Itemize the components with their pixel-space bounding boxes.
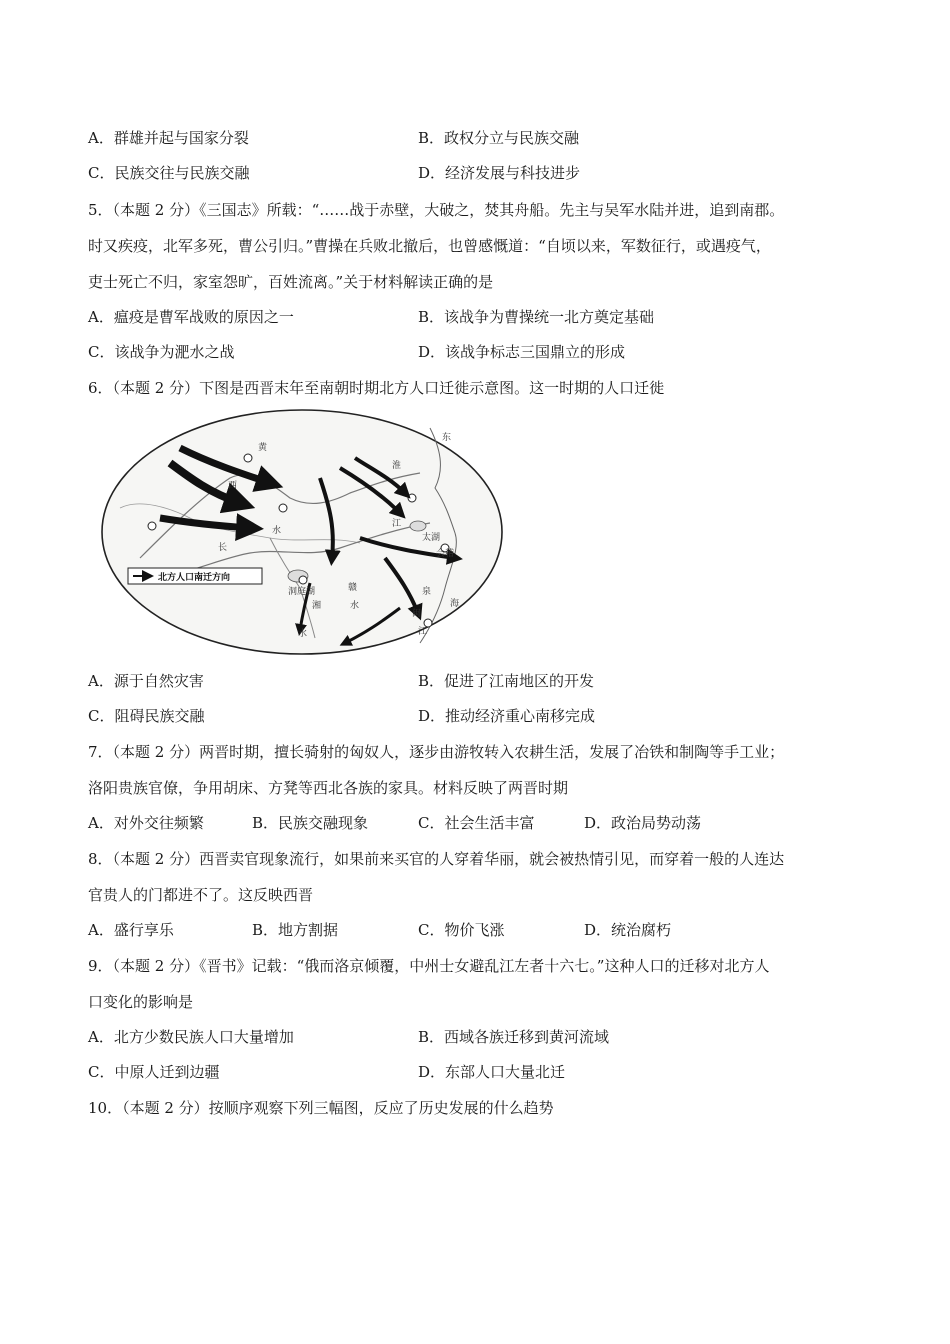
city-marker bbox=[408, 494, 416, 502]
q4-option-d: D．经济发展与科技进步 bbox=[418, 164, 581, 182]
q7-option-b: B．民族交融现象 bbox=[252, 814, 369, 832]
map-label: 江 bbox=[418, 627, 428, 637]
q4-option-a: A．群雄并起与国家分裂 bbox=[88, 129, 249, 147]
q5-option-d: D．该战争标志三国鼎立的形成 bbox=[418, 343, 626, 361]
map-label: 会稽 bbox=[436, 549, 455, 559]
q7-stem-line-2: 洛阳贵族官僚，争用胡床、方凳等西北各族的家具。材料反映了两晋时期 bbox=[88, 779, 569, 797]
map-label: 洞庭湖 bbox=[288, 587, 316, 597]
q6-stem-line-1: 6．（本题 2 分）下图是西晋末年至南朝时期北方人口迁徙示意图。这一时期的人口迁徙 bbox=[88, 379, 665, 397]
map-label: 泉 bbox=[422, 587, 432, 597]
q6-option-a: A．源于自然灾害 bbox=[88, 672, 204, 690]
map-label: 西 bbox=[228, 481, 238, 491]
map-label: 水 bbox=[272, 526, 282, 536]
q9-option-c: C．中原人迁到边疆 bbox=[88, 1063, 220, 1081]
q8-option-c: C．物价飞涨 bbox=[418, 921, 505, 939]
q9-option-d: D．东部人口大量北迁 bbox=[418, 1063, 566, 1081]
city-marker bbox=[148, 522, 156, 530]
q7-stem-line-1: 7．（本题 2 分）两晋时期，擅长骑射的匈奴人，逐步由游牧转入农耕生活，发展了冶铁和制陶等手工业； bbox=[88, 743, 785, 761]
map-label: 淮 bbox=[392, 461, 402, 471]
q6-option-c: C．阻碍民族交融 bbox=[88, 707, 205, 725]
map-label: 海 bbox=[450, 599, 460, 609]
q5-option-a: A．瘟疫是曹军战败的原因之一 bbox=[88, 308, 294, 326]
q8-stem-line-1: 8．（本题 2 分）西晋卖官现象流行，如果前来买官的人穿着华丽，就会被热情引见，而穿着一般的人连达 bbox=[88, 850, 785, 868]
map-label: 水 bbox=[298, 629, 308, 639]
city-marker bbox=[279, 504, 287, 512]
q10-stem-line-1: 10．（本题 2 分）按顺序观察下列三幅图，反应了历史发展的什么趋势 bbox=[88, 1099, 554, 1117]
map-label: 水 bbox=[350, 601, 360, 611]
map-label: 江 bbox=[392, 519, 402, 529]
map-label: 太湖 bbox=[422, 533, 441, 543]
q9-stem-line-1: 9．（本题 2 分）《晋书》记载：“俄而洛京倾覆，中州士女避乱江左者十六七。”这种人口的迁移对北方人 bbox=[88, 957, 770, 975]
q7-option-c: C．社会生活丰富 bbox=[418, 814, 535, 832]
q4-option-b: B．政权分立与民族交融 bbox=[418, 129, 580, 147]
q5-option-c: C．该战争为淝水之战 bbox=[88, 343, 235, 361]
q9-stem-line-2: 口变化的影响是 bbox=[88, 993, 194, 1011]
taihu-lake bbox=[410, 521, 426, 531]
q5-stem-line-3: 吏士死亡不归，家室怨旷，百姓流离。”关于材料解读正确的是 bbox=[88, 273, 494, 291]
q4-option-c: C．民族交往与民族交融 bbox=[88, 164, 250, 182]
q8-stem-line-2: 官贵人的门都进不了。这反映西晋 bbox=[88, 886, 314, 904]
q5-stem-line-1: 5．（本题 2 分）《三国志》所载：“……战于赤壁，大破之，焚其舟船。先主与吴军水陆并进，追到南郡。 bbox=[88, 201, 785, 219]
q5-option-b: B．该战争为曹操统一北方奠定基础 bbox=[418, 308, 655, 326]
q7-option-d: D．政治局势动荡 bbox=[584, 814, 702, 832]
map-label: 闽 bbox=[412, 609, 422, 619]
city-marker bbox=[244, 454, 252, 462]
map-label: 东 bbox=[442, 433, 452, 443]
q6-option-d: D．推动经济重心南移完成 bbox=[418, 707, 596, 725]
map-legend: 北方人口南迁方向 bbox=[158, 573, 231, 583]
q8-option-b: B．地方割据 bbox=[252, 921, 339, 939]
map-label: 湘 bbox=[312, 601, 322, 611]
city-marker bbox=[299, 576, 307, 584]
q9-option-b: B．西域各族迁移到黄河流域 bbox=[418, 1028, 610, 1046]
migration-map bbox=[100, 408, 504, 656]
q8-option-d: D．统治腐朽 bbox=[584, 921, 672, 939]
city-marker bbox=[424, 619, 432, 627]
q8-option-a: A．盛行享乐 bbox=[88, 921, 174, 939]
q6-option-b: B．促进了江南地区的开发 bbox=[418, 672, 595, 690]
map-label: 长 bbox=[218, 543, 228, 553]
map-label: 赣 bbox=[348, 583, 358, 593]
q9-option-a: A．北方少数民族人口大量增加 bbox=[88, 1028, 294, 1046]
q7-option-a: A．对外交往频繁 bbox=[88, 814, 204, 832]
map-label: 黄 bbox=[258, 443, 268, 453]
q5-stem-line-2: 时又疾疫，北军多死，曹公引归。”曹操在兵败北撤后，也曾感慨道：“自顷以来，军数征行，或遇疫气， bbox=[88, 237, 771, 255]
